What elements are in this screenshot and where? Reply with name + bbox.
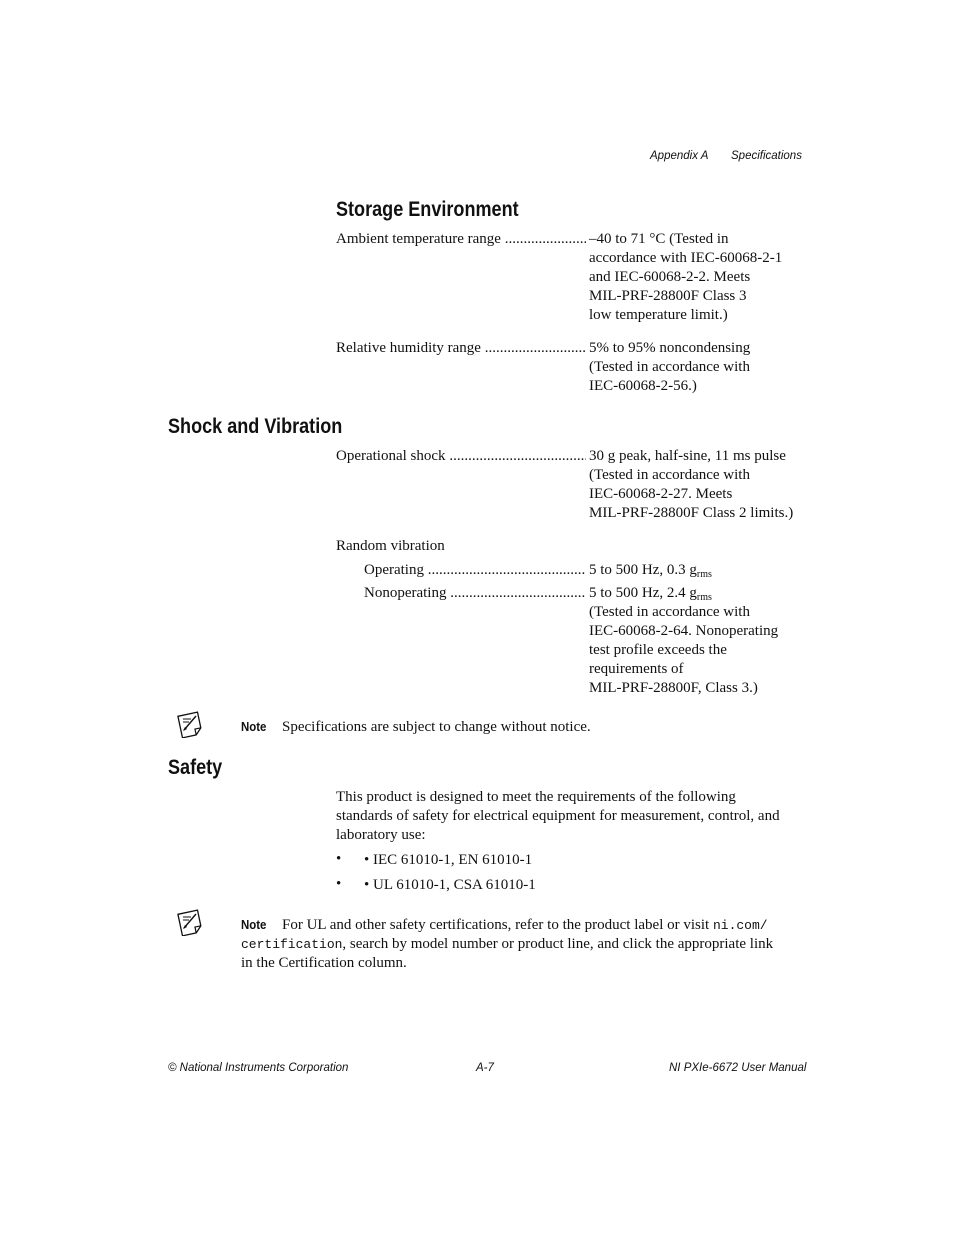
- header-appendix: Appendix A: [650, 150, 709, 162]
- certification-link[interactable]: ni.com/: [712, 918, 768, 933]
- note-label: Note: [241, 719, 267, 734]
- random-vibration-label: Random vibration: [336, 538, 445, 554]
- note-text-line2: certification, search by model number or product line, and click the appropriate link: [241, 936, 774, 952]
- spec-value-humidity: 5% to 95% noncondensing (Tested in accordance with IEC-60068-2-56.): [589, 340, 751, 394]
- spec-value-nonoperating: 5 to 500 Hz, 2.4 $g_{rms}$ (Tested in accordance with IEC-60068-2-64. Nonoperating test profile exceeds the requirements of MIL-PRF-28800F, Class 3.): [589, 585, 779, 696]
- footer-copyright: © National Instruments Corporation: [168, 1062, 349, 1074]
- note-text-line1: For UL and other safety certifications, refer to the product label or visit ni.com/: [282, 917, 768, 933]
- note-label: Note: [241, 917, 267, 932]
- page-number: A-7: [476, 1062, 494, 1074]
- note-icon: [174, 908, 206, 941]
- storage-heading: Storage Environment: [336, 198, 519, 221]
- footer-manual-title: NI PXIe-6672 User Manual: [669, 1062, 807, 1074]
- shock-heading: Shock and Vibration: [168, 415, 343, 438]
- note-text-line3: in the Certification column.: [241, 955, 407, 971]
- spec-value-ambient: –40 to 71 °C (Tested in accordance with IEC-60068-2-1 and IEC-60068-2-2. Meets MIL-PRF-28800F Class 3 low temperature limit.): [589, 231, 783, 323]
- spec-label-operating: Operating .....: [364, 561, 586, 580]
- note-text: Specifications are subject to change without notice.: [282, 719, 591, 735]
- spec-value-operating: 5 to 500 Hz, 0.3 $g_{rms}$: [589, 562, 712, 580]
- bullet-marker: •: [336, 851, 342, 867]
- header-section: Specifications: [731, 150, 802, 162]
- safety-paragraph: This product is designed to meet the requirements of the following standards of safety for electrical equipment for measurement, control, and laboratory use:: [336, 789, 780, 843]
- spec-label-operational-shock: Operational shock .....: [336, 447, 586, 466]
- bullet-marker: •: [336, 876, 342, 892]
- safety-standard-item: • IEC 61010-1, EN 61010-1: [364, 852, 533, 868]
- certification-link[interactable]: certification: [241, 937, 343, 952]
- note-icon: [174, 710, 206, 743]
- safety-standard-item: • UL 61010-1, CSA 61010-1: [364, 877, 536, 893]
- spec-label-ambient: Ambient temperature range .....: [336, 230, 586, 249]
- spec-label-nonoperating: Nonoperating .....: [364, 584, 586, 603]
- spec-value-operational-shock: 30 g peak, half-sine, 11 ms pulse (Tested in accordance with IEC-60068-2-27. Meets MIL-PRF-28800F Class 2 limits.): [589, 448, 794, 521]
- safety-heading: Safety: [168, 756, 223, 779]
- spec-label-humidity: Relative humidity range .....: [336, 339, 586, 358]
